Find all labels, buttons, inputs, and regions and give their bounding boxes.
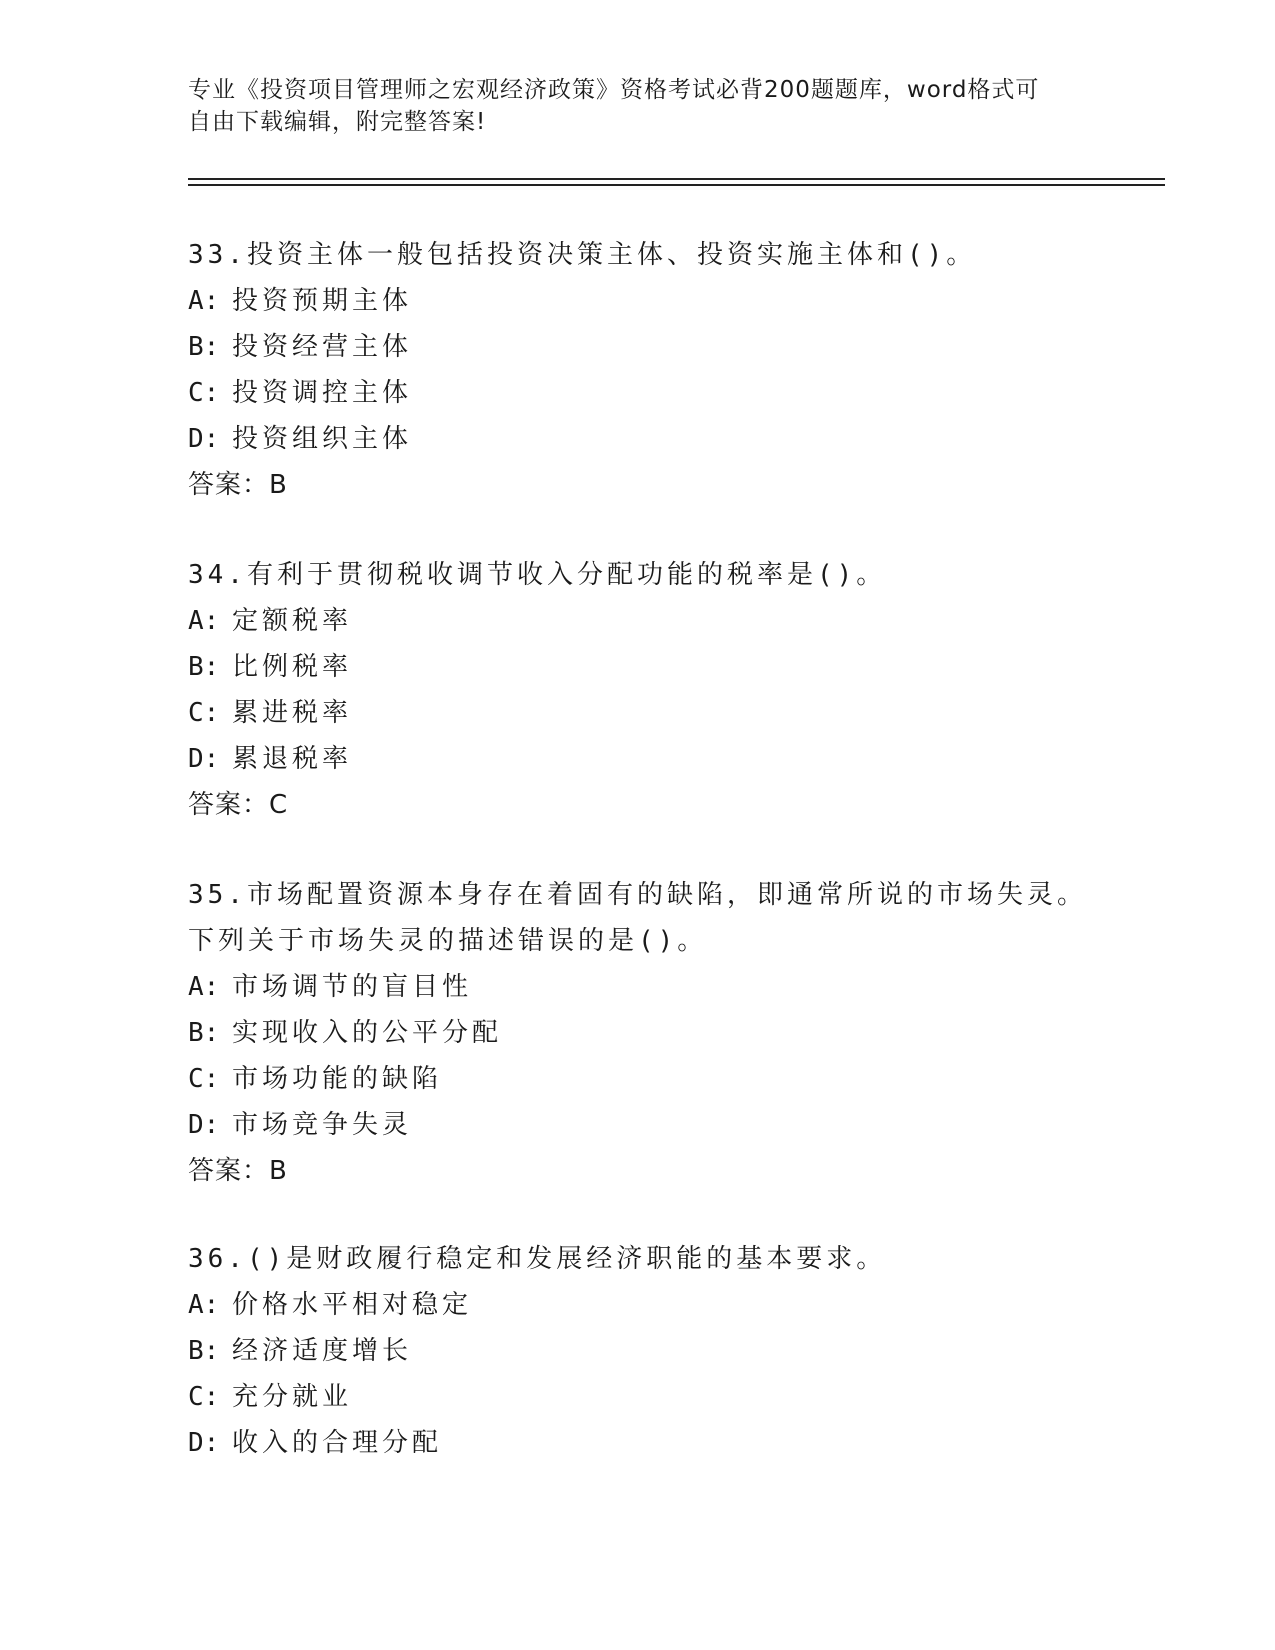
question-36	[188, 1236, 1088, 1466]
option-letter: D:	[188, 424, 220, 454]
header-divider-top	[188, 178, 1165, 180]
header-divider-bottom	[188, 184, 1165, 186]
question-stem: 33.投资主体一般包括投资决策主体、投资实施主体和()。	[188, 240, 977, 270]
question-33	[188, 232, 1088, 508]
option-letter: D:	[188, 1428, 220, 1458]
question-35	[188, 872, 1088, 1194]
question-stem: 34.有利于贯彻税收调节收入分配功能的税率是()。	[188, 560, 887, 590]
option-letter: B:	[188, 1018, 220, 1048]
option-text: 累进税率	[232, 698, 353, 728]
option-letter: B:	[188, 1336, 220, 1366]
option-a	[188, 964, 1088, 1010]
option-b	[188, 644, 1088, 690]
option-b	[188, 1328, 1088, 1374]
option-text: 投资经营主体	[232, 332, 413, 362]
option-letter: B:	[188, 652, 220, 682]
option-text: 市场功能的缺陷	[232, 1064, 443, 1094]
option-letter: A:	[188, 972, 220, 1002]
option-letter: A:	[188, 606, 220, 636]
option-text: 市场调节的盲目性	[232, 972, 473, 1002]
option-d	[188, 736, 1088, 782]
document-header	[188, 74, 1088, 138]
option-a	[188, 278, 1088, 324]
option-text: 投资组织主体	[232, 424, 413, 454]
option-text: 经济适度增长	[232, 1336, 413, 1366]
answer-label: 答案：C	[188, 790, 289, 820]
question-stem: 35.市场配置资源本身存在着固有的缺陷，即通常所说的市场失灵。下列关于市场失灵的描述错误的是()。	[188, 880, 1087, 956]
option-text: 市场竞争失灵	[232, 1110, 413, 1140]
option-text: 充分就业	[232, 1382, 353, 1412]
header-line-1: 专业《投资项目管理师之宏观经济政策》资格考试必背200题题库，word格式可	[188, 77, 1040, 103]
option-text: 比例税率	[232, 652, 353, 682]
option-c	[188, 1056, 1088, 1102]
option-letter: C:	[188, 1382, 220, 1412]
answer-label: 答案：B	[188, 1156, 288, 1186]
option-d	[188, 1420, 1088, 1466]
option-letter: D:	[188, 744, 220, 774]
option-text: 定额税率	[232, 606, 353, 636]
option-letter: A:	[188, 1290, 220, 1320]
option-text: 收入的合理分配	[232, 1428, 443, 1458]
option-a	[188, 1282, 1088, 1328]
option-letter: D:	[188, 1110, 220, 1140]
option-a	[188, 598, 1088, 644]
option-c	[188, 690, 1088, 736]
option-text: 投资调控主体	[232, 378, 413, 408]
option-b	[188, 324, 1088, 370]
option-c	[188, 1374, 1088, 1420]
header-line-2: 自由下载编辑，附完整答案!	[188, 109, 487, 135]
question-stem: 36.()是财政履行稳定和发展经济职能的基本要求。	[188, 1244, 887, 1274]
option-letter: C:	[188, 378, 220, 408]
option-d	[188, 1102, 1088, 1148]
option-letter: C:	[188, 1064, 220, 1094]
option-text: 投资预期主体	[232, 286, 413, 316]
option-letter: A:	[188, 286, 220, 316]
option-b	[188, 1010, 1088, 1056]
option-letter: C:	[188, 698, 220, 728]
option-letter: B:	[188, 332, 220, 362]
option-text: 累退税率	[232, 744, 353, 774]
option-d	[188, 416, 1088, 462]
answer-label: 答案：B	[188, 470, 288, 500]
option-c	[188, 370, 1088, 416]
option-text: 价格水平相对稳定	[232, 1290, 473, 1320]
question-34	[188, 552, 1088, 828]
option-text: 实现收入的公平分配	[232, 1018, 503, 1048]
